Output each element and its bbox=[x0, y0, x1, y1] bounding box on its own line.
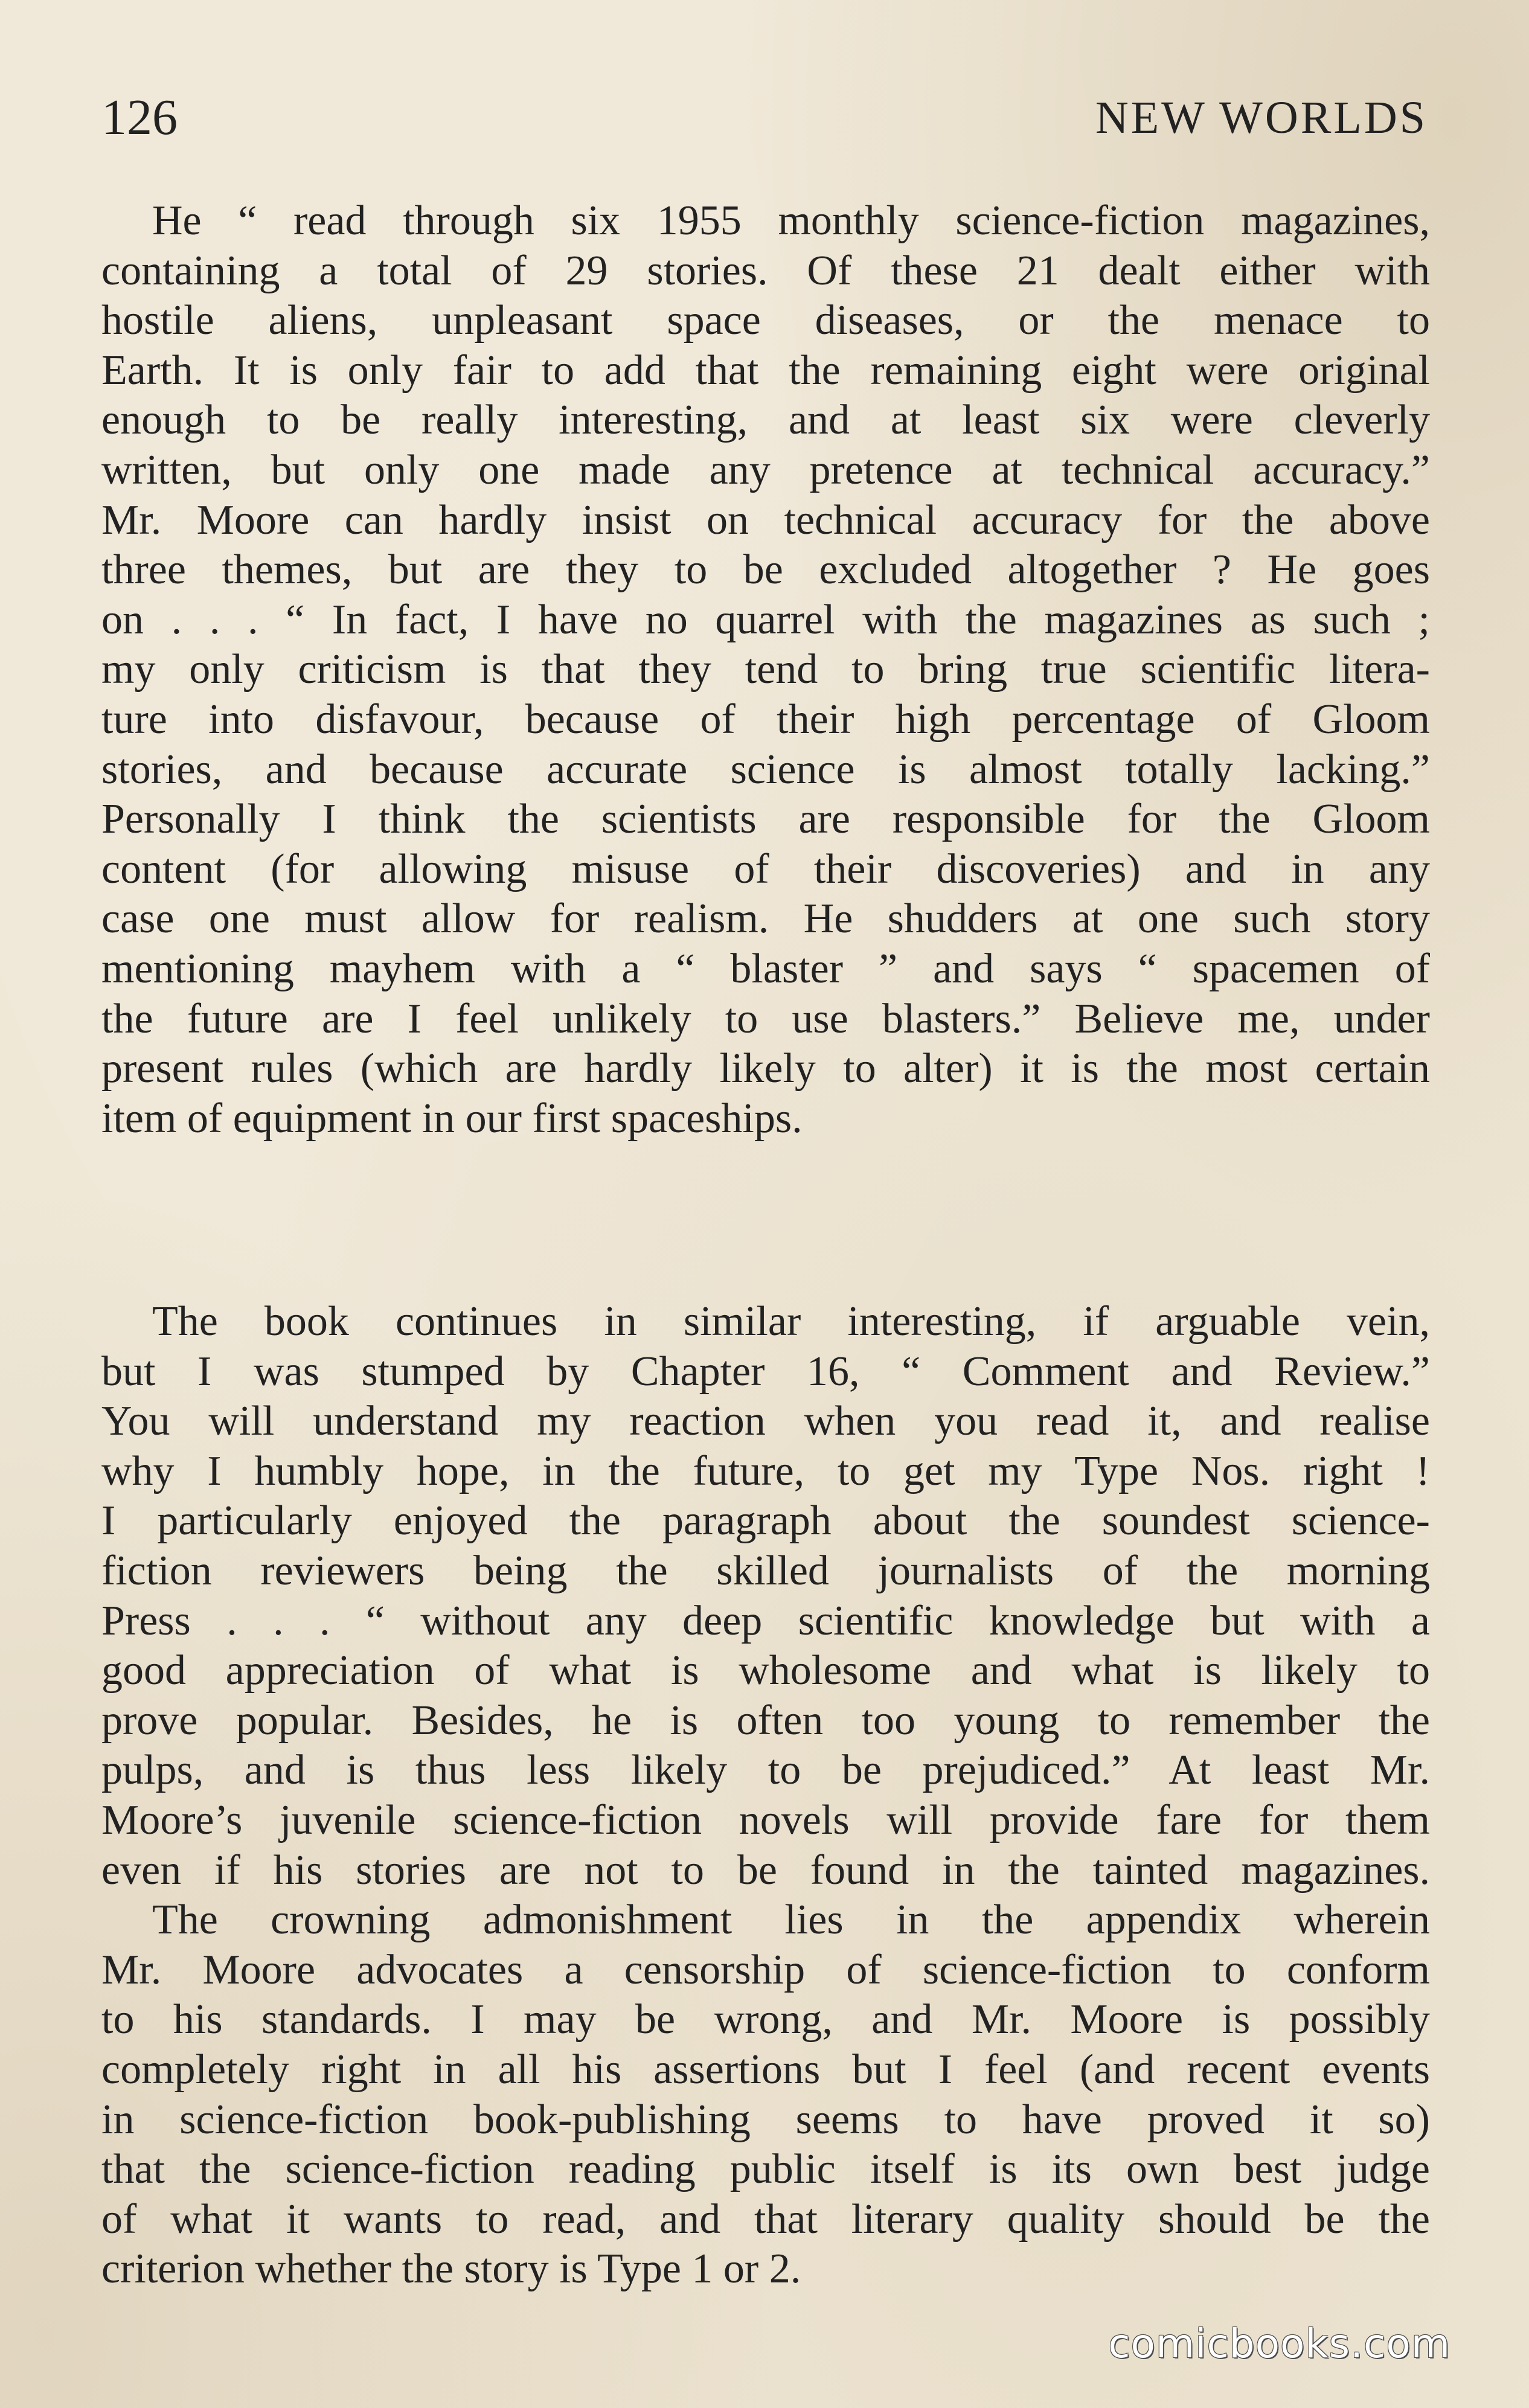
page-number: 126 bbox=[101, 89, 178, 146]
running-head: NEW WORLDS bbox=[1095, 92, 1428, 143]
text-line: Personally I think the scientists are responsible for the Gloom bbox=[101, 796, 1430, 843]
text-line: even if his stories are not to be found in the tainted magazines. bbox=[101, 1846, 1430, 1894]
text-line: hostile aliens, unpleasant space diseases, or the menace to bbox=[101, 297, 1430, 344]
paragraph-3 bbox=[101, 1895, 1430, 2294]
text-line: ture into disfavour, because of their high percentage of Gloom bbox=[101, 696, 1430, 743]
text-line: in science-fiction book-publishing seems to have proved it so) bbox=[101, 2096, 1430, 2143]
text-line: The book continues in similar interesting, if arguable vein, bbox=[152, 1298, 1430, 1345]
text-line: Mr. Moore advocates a censorship of science-fiction to conform bbox=[101, 1946, 1430, 1993]
text-line: fiction reviewers being the skilled journalists of the morning bbox=[101, 1547, 1430, 1594]
text-line: content (for allowing misuse of their discoveries) and in any bbox=[101, 845, 1430, 892]
text-line: to his standards. I may be wrong, and Mr. Moore is possibly bbox=[101, 1996, 1430, 2043]
text-line: why I humbly hope, in the future, to get my Type Nos. right ! bbox=[101, 1447, 1430, 1494]
page-header bbox=[101, 85, 1428, 151]
paragraph-2 bbox=[101, 1297, 1430, 1895]
text-line: You will understand my reaction when you read it, and realise bbox=[101, 1398, 1430, 1445]
text-line: the future are I feel unlikely to use blasters.” Believe me, under bbox=[101, 995, 1430, 1042]
text-line: He “ read through six 1955 monthly science-fiction magazines, bbox=[152, 197, 1430, 244]
text-line: enough to be really interesting, and at least six were cleverly bbox=[101, 397, 1430, 444]
text-line: containing a total of 29 stories. Of these 21 dealt either with bbox=[101, 247, 1430, 294]
paragraph-1 bbox=[101, 196, 1430, 1144]
text-line: Press . . . “ without any deep scientific knowledge but with a bbox=[101, 1597, 1430, 1644]
text-line: written, but only one made any pretence at technical accuracy.” bbox=[101, 446, 1430, 493]
text-line: but I was stumped by Chapter 16, “ Comment and Review.” bbox=[101, 1348, 1430, 1395]
text-block-upper bbox=[101, 196, 1430, 1144]
text-line: pulps, and is thus less likely to be prejudiced.” At least Mr. bbox=[101, 1747, 1430, 1794]
text-line: mentioning mayhem with a “ blaster ” and says “ spacemen of bbox=[101, 945, 1430, 992]
text-line: Moore’s juvenile science-fiction novels will provide fare for them bbox=[101, 1796, 1430, 1843]
text-line: The crowning admonishment lies in the appendix wherein bbox=[152, 1897, 1430, 1944]
text-line: case one must allow for realism. He shudders at one such story bbox=[101, 895, 1430, 943]
text-line: present rules (which are hardly likely to alter) it is the most certain bbox=[101, 1045, 1430, 1092]
text-line: Earth. It is only fair to add that the remaining eight were original bbox=[101, 347, 1430, 394]
text-line: Mr. Moore can hardly insist on technical accuracy for the above bbox=[101, 496, 1430, 543]
text-line: my only criticism is that they tend to bring true scientific litera- bbox=[101, 646, 1430, 693]
text-line: I particularly enjoyed the paragraph about the soundest science- bbox=[101, 1497, 1430, 1545]
text-line: stories, and because accurate science is almost totally lacking.” bbox=[101, 746, 1430, 793]
text-line: prove popular. Besides, he is often too young to remember the bbox=[101, 1697, 1430, 1744]
text-line: item of equipment in our first spaceships. bbox=[101, 1095, 803, 1142]
text-line: good appreciation of what is wholesome and what is likely to bbox=[101, 1647, 1430, 1694]
text-line: on . . . “ In fact, I have no quarrel with the magazines as such ; bbox=[101, 596, 1430, 643]
text-line: of what it wants to read, and that literary quality should be the bbox=[101, 2195, 1430, 2243]
text-line: three themes, but are they to be excluded altogether ? He goes bbox=[101, 546, 1430, 594]
text-line: completely right in all his assertions but I feel (and recent events bbox=[101, 2046, 1430, 2093]
source-watermark: comicbooks.com bbox=[1108, 2320, 1450, 2367]
text-line: criterion whether the story is Type 1 or 2. bbox=[101, 2246, 801, 2293]
text-block-lower bbox=[101, 1297, 1430, 2294]
text-line: that the science-fiction reading public itself is its own best judge bbox=[101, 2146, 1430, 2193]
